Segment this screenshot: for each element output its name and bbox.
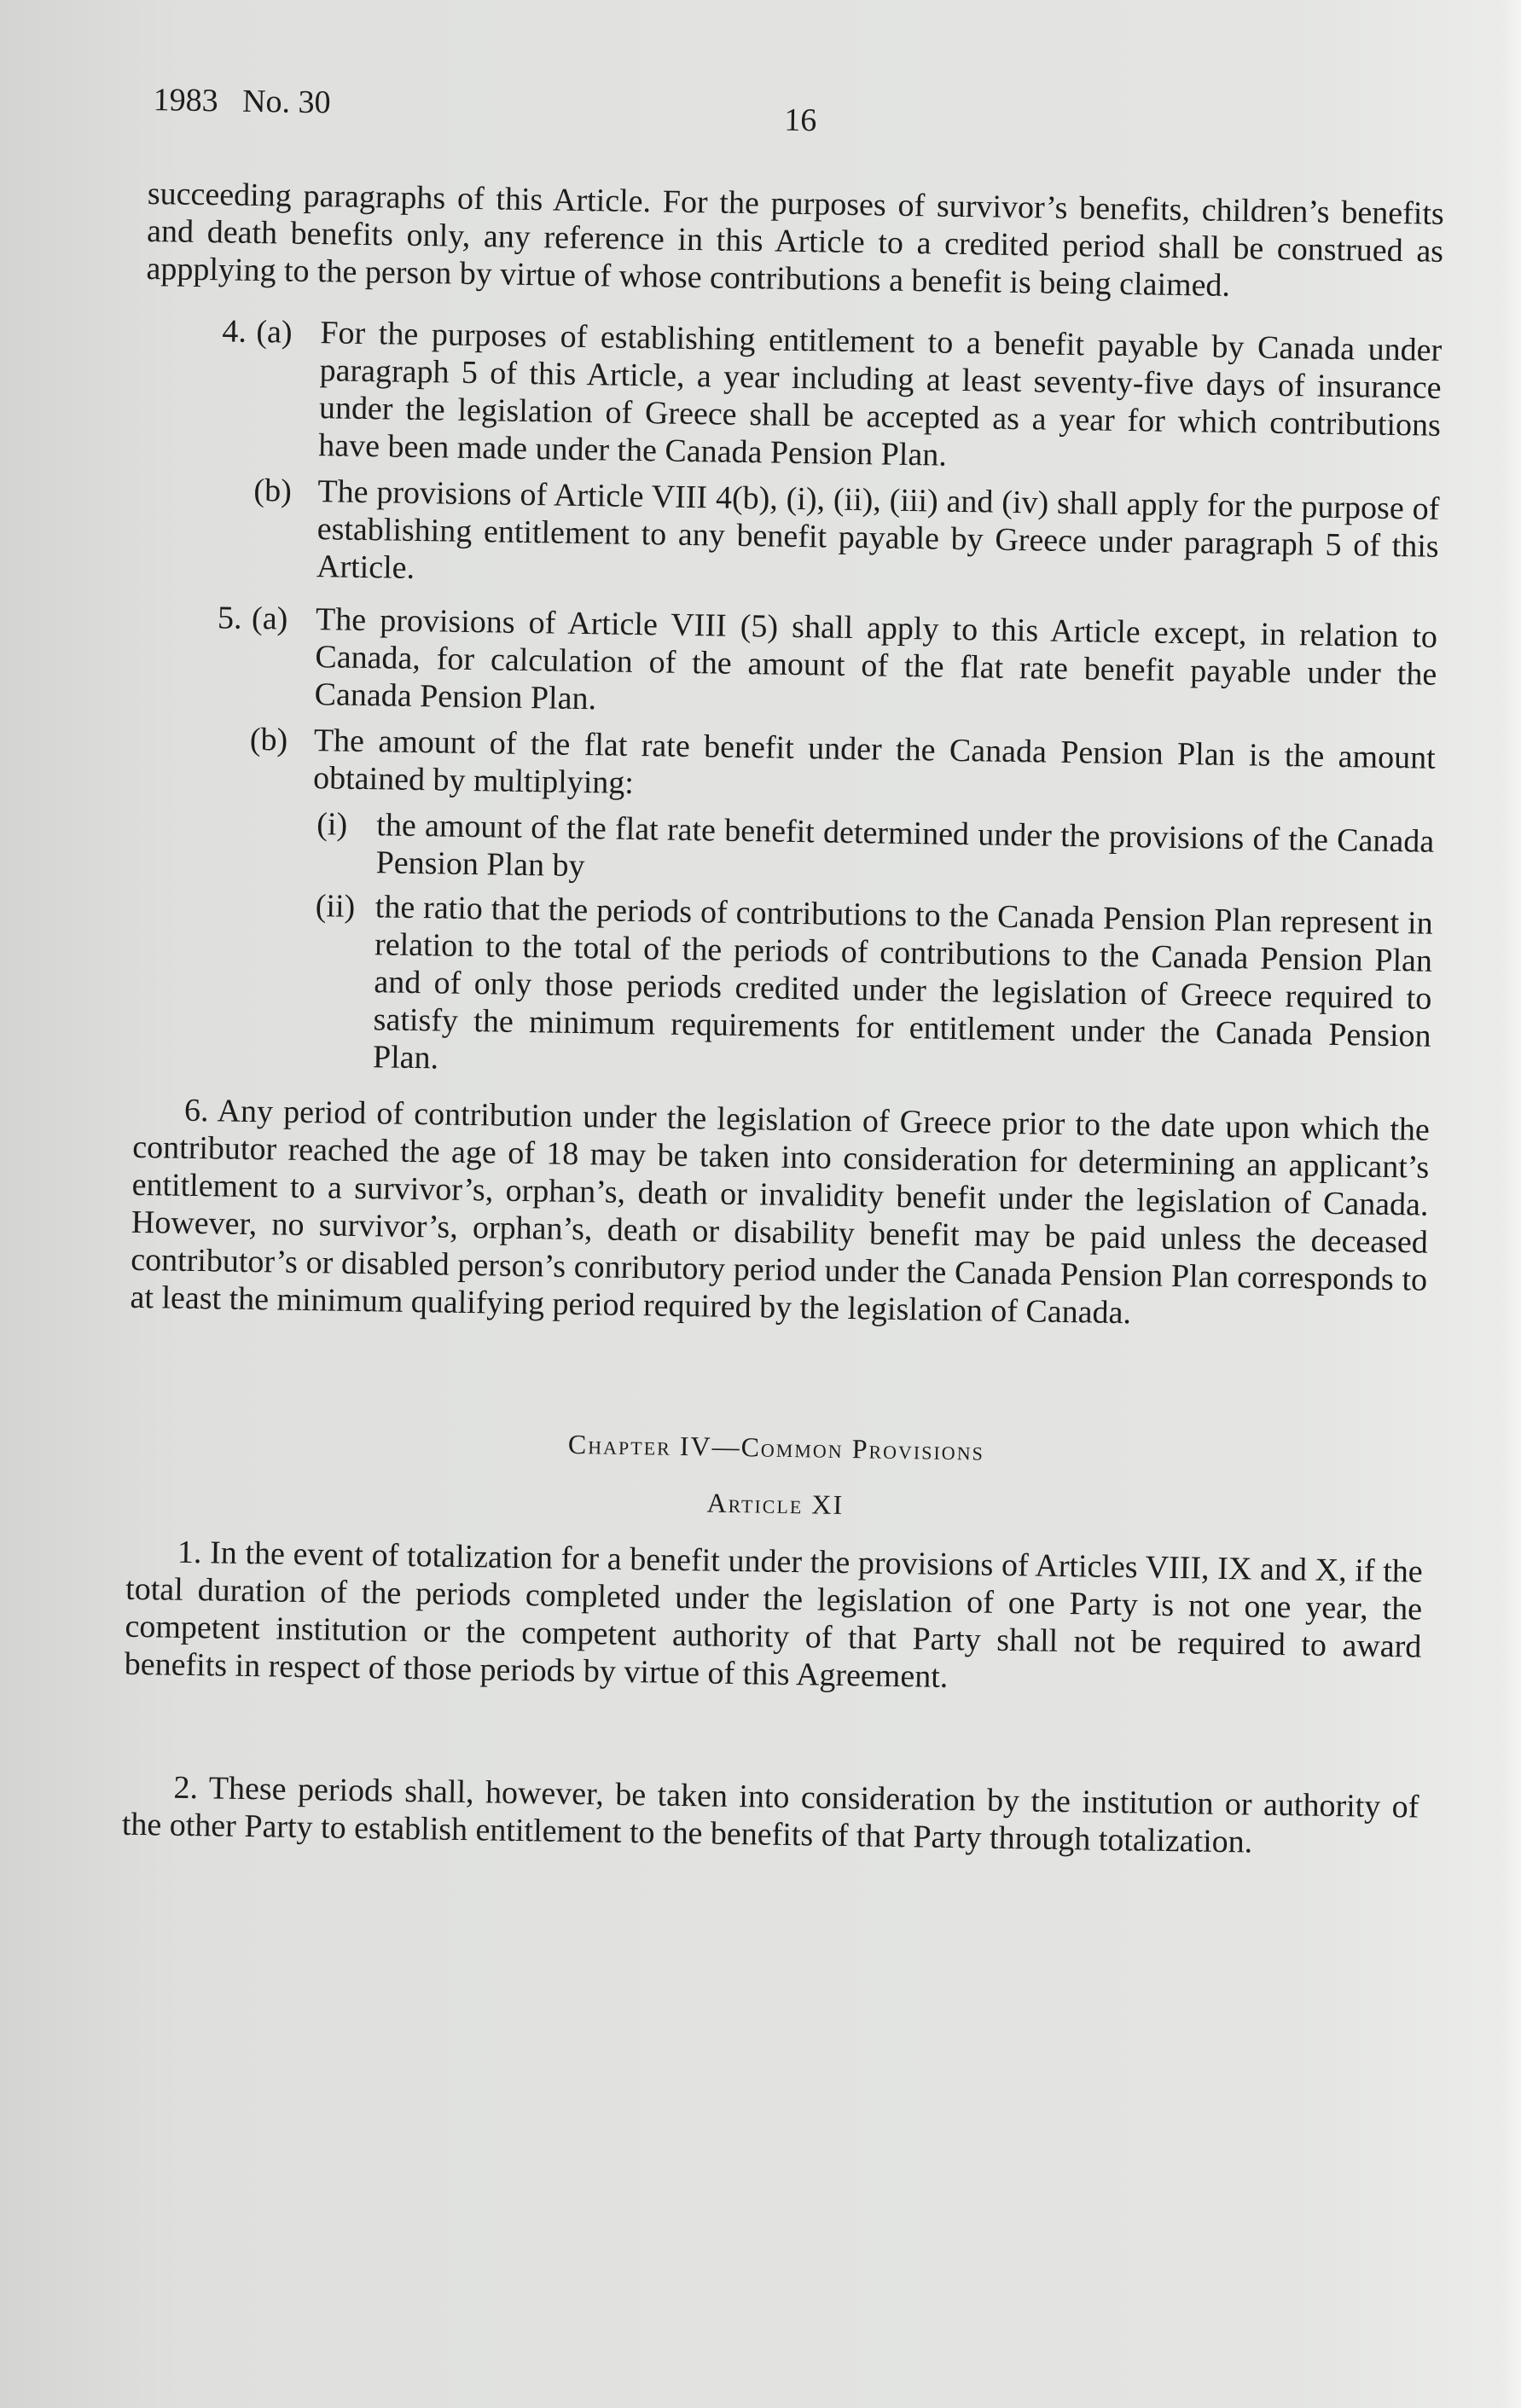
item-label: (a) [256, 314, 293, 351]
paragraph-text: The amount of the flat rate benefit under the Canada Pension Plan is the amount obtained by multiplying: [312, 722, 1437, 802]
paragraph-text: For the purposes of establishing entitlement to a benefit payable by Canada under paragraph 5 of this Article, a year including at least seventy-five days of insurance under the legislation of Greece shall be accepted as a year for which contributions have been made under the Canada Pension Plan. [317, 315, 1443, 473]
statute-citation: 1983 No. 30 [153, 82, 331, 121]
paragraph-5b-ii [134, 885, 1433, 1093]
item-label: (i) [316, 806, 348, 843]
paragraph-text: the amount of the flat rate benefit determined under the provisions of the Canada Pension Plan by [375, 807, 1435, 885]
article-heading: Article XI [706, 1487, 845, 1520]
paragraph-text: the ratio that the periods of contributions to the Canada Pension Plan represent in relation to the total of the periods of contributions to the Canada Pension Plan and of only those periods credited under the legislation of Greece required to satisfy the minimum requirements for entitlement under the Canada Pension Plan. [372, 889, 1434, 1076]
paragraph-number: 5. [217, 600, 242, 636]
paragraph-5a [139, 598, 1437, 731]
page-edge [1502, 0, 1521, 2408]
intro-paragraph: succeeding paragraphs of this Article. For the purposes of survivor’s benefits, children’s benefits and death benefits only, any reference in this Article to a credited period shall be construed as appplying to the person by virtue of whose contributions a benefit is being claimed. [146, 175, 1445, 304]
paragraph-5b [138, 719, 1436, 815]
item-label: (ii) [315, 888, 356, 925]
item-label: (b) [249, 721, 288, 758]
page-number: 16 [784, 102, 817, 139]
page-content [121, 81, 1446, 1888]
paragraph-text: The provisions of Article VIII 4(b), (i), (ii), (iii) and (iv) shall apply for the purpose of establishing entitlement to any benefit payable by Greece under paragraph 5 of this Article. [316, 473, 1440, 586]
paragraph-6: 6. Any period of contribution under the legislation of Greece prior to the date upon which the contributor reached the age of 18 may be taken into consideration for determining an applicant’s entitlement to a survivor’s, orphan’s, death or invalidity benefit under the legislation of Canada. However, no survivor’s, orphan’s, death or disability benefit may be paid unless the deceased contributor’s or disabled person’s conributory period under the Canada Pension Plan corresponds to at least the minimum qualifying period required by the legislation of Canada. [130, 1092, 1431, 1332]
paragraph-4a [143, 311, 1443, 482]
chapter-heading: Chapter IV—Common Provisions [567, 1428, 985, 1466]
item-label: (b) [253, 472, 293, 509]
item-label: (a) [251, 600, 288, 637]
paragraph-number: 4. [222, 313, 247, 350]
paragraph-text: The provisions of Article VIII (5) shall apply to this Article except, in relation to Canada, for calculation of the amount of the flat rate benefit payable under the Canada Pension Plan. [314, 601, 1438, 717]
paragraph-4b [142, 470, 1440, 603]
article-11-paragraph-2: 2. These periods shall, however, be taken into consideration by the institution or authority of the other Party to establish entitlement to the benefits of that Party through totalization. [121, 1769, 1419, 1860]
paragraph-5b-i [136, 803, 1434, 898]
article-11-paragraph-1: 1. In the event of totalization for a benefit under the provisions of Articles VIII, IX and X, if the total duration of the periods completed under the legislation of one Party is not one year, the competent institution or the competent authority of that Party shall not be required to award benefits in respect of those periods by virtue of this Agreement. [124, 1534, 1424, 1695]
